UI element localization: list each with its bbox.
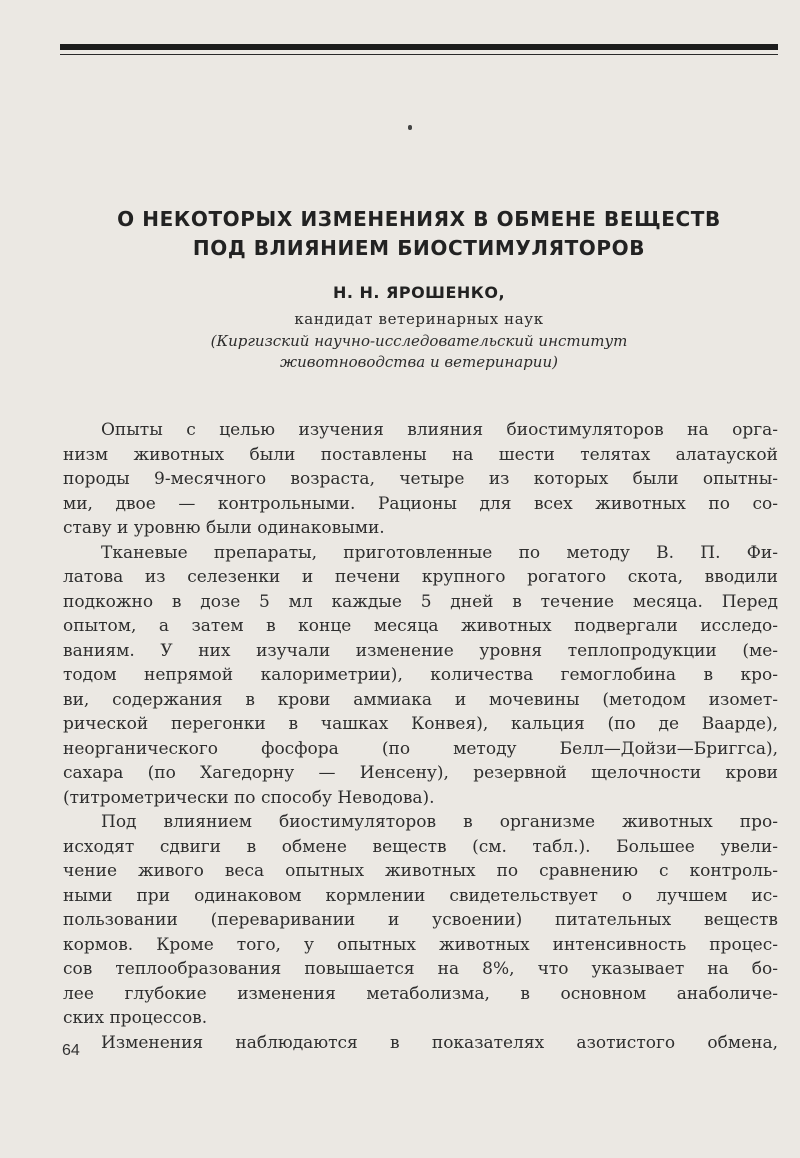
author-degree: кандидат ветеринарных наук xyxy=(294,310,544,328)
body-line: латова из селезенки и печени крупного рогатого скота, вводили xyxy=(63,567,778,587)
body-line: низм животных были поставлены на шести телятах алатауской xyxy=(63,444,778,465)
page-number: 64 xyxy=(62,1042,80,1059)
body-line: Под влиянием биостимуляторов в организме животных про- xyxy=(101,812,778,832)
body-line: лее глубокие изменения метаболизма, в основном анаболиче- xyxy=(63,983,778,1004)
affiliation-line: животноводства и ветеринарии) xyxy=(280,353,558,371)
affiliation-line: (Киргизский научно-исследовательский институт xyxy=(210,332,628,350)
header-rule-thin xyxy=(60,54,778,55)
body-line: Опыты с целью изучения влияния биостимуляторов на орга- xyxy=(101,420,778,440)
body-line: исходят сдвиги в обмене веществ (см. табл.). Большее увели- xyxy=(63,836,778,857)
body-line: ви, содержания в крови аммиака и мочевины (методом изомет- xyxy=(63,689,778,710)
author-name: Н. Н. ЯРОШЕНКО, xyxy=(332,283,506,302)
title-line: О НЕКОТОРЫХ ИЗМЕНЕНИЯХ В ОБМЕНЕ ВЕЩЕСТВ xyxy=(117,207,721,231)
title-line: ПОД ВЛИЯНИЕМ БИОСТИМУЛЯТОРОВ xyxy=(192,236,646,260)
body-line: ставу и уровню были одинаковыми. xyxy=(63,518,385,538)
ink-speck xyxy=(408,125,412,130)
body-line: тодом непрямой калориметрии), количества гемоглобина в кро- xyxy=(63,665,778,685)
body-line: Изменения наблюдаются в показателях азотистого обмена, xyxy=(101,1032,778,1053)
body-line: (титрометрически по способу Неводова). xyxy=(63,787,435,808)
body-line: ских процессов. xyxy=(63,1008,208,1028)
body-line: неорганического фосфора (по методу Белл—Дойзи—Бриггса), xyxy=(63,738,778,759)
body-line: чение живого веса опытных животных по сравнению с контроль- xyxy=(63,861,778,881)
body-line: сов теплообразования повышается на 8%, что указывает на бо- xyxy=(63,959,778,979)
article-title xyxy=(60,205,778,263)
body-line: пользовании (переваривании и усвоении) питательных веществ xyxy=(63,910,778,930)
body-line: опытом, а затем в конце месяца животных подвергали исследо- xyxy=(63,616,778,636)
header-rule-thick xyxy=(60,44,778,50)
body-line: ми, двое — контрольными. Рационы для всех животных по со- xyxy=(63,493,778,514)
body-line: кормов. Кроме того, у опытных животных интенсивность процес- xyxy=(63,934,778,955)
body-line: породы 9-месячного возраста, четыре из которых были опытны- xyxy=(63,469,778,489)
body-line: Тканевые препараты, приготовленные по методу В. П. Фи- xyxy=(101,542,778,563)
body-line: подкожно в дозе 5 мл каждые 5 дней в течение месяца. Перед xyxy=(63,591,778,612)
article-body xyxy=(63,418,778,1055)
body-line: сахара (по Хагедорну — Иенсену), резервной щелочности крови xyxy=(63,763,778,783)
author-affiliation xyxy=(60,331,778,373)
body-line: рической перегонки в чашках Конвея), кальция (по де Ваарде), xyxy=(63,714,778,734)
body-line: ными при одинаковом кормлении свидетельствует о лучшем ис- xyxy=(63,885,778,906)
body-line: ваниям. У них изучали изменение уровня теплопродукции (ме- xyxy=(63,640,778,661)
